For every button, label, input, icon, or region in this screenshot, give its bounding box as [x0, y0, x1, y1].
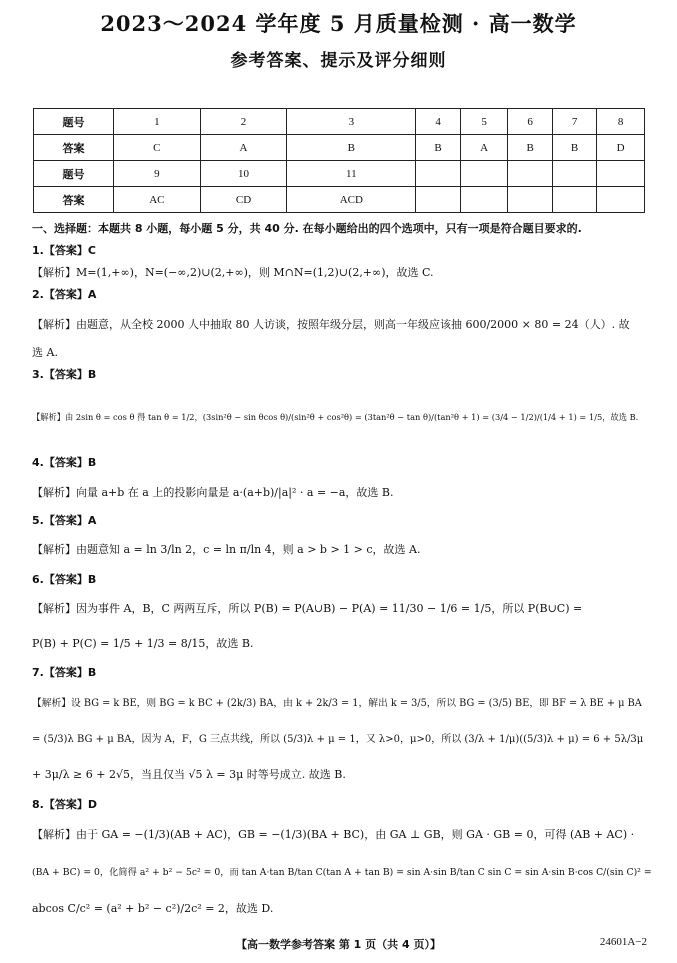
table-row — [34, 135, 645, 161]
table-cell — [597, 161, 645, 187]
table-cell: 8 — [597, 109, 645, 135]
solution-text: 【解析】向量 a+b 在 a 上的投影向量是 a·(a+b)/|a|² · a = −a，故选 B. — [32, 486, 394, 499]
answer-label: 7.【答案】B — [32, 666, 97, 679]
section-heading: 一、选择题：本题共 8 小题，每小题 5 分，共 40 分. 在每小题给出的四个选项中，只有一项是符合题目要求的. — [32, 222, 582, 235]
page-footer: 【高一数学参考答案 第 1 页（共 4 页）】 — [236, 938, 441, 951]
table-cell: 5 — [460, 109, 508, 135]
table-cell: 4 — [416, 109, 460, 135]
answer-label: 2.【答案】A — [32, 288, 97, 301]
table-cell: B — [416, 135, 460, 161]
row-header: 答案 — [34, 187, 114, 213]
table-cell: B — [287, 135, 416, 161]
table-cell: AC — [114, 187, 201, 213]
table-cell — [597, 187, 645, 213]
paper-code: 24601A−2 — [599, 936, 647, 948]
table-cell: A — [460, 135, 508, 161]
table-cell — [552, 161, 596, 187]
solution-text: + 3μ/λ ≥ 6 + 2√5，当且仅当 √5 λ = 3μ 时等号成立. 故选 B. — [32, 768, 346, 781]
row-header: 答案 — [34, 135, 114, 161]
table-cell — [552, 187, 596, 213]
solution-text: 【解析】由题意，从全校 2000 人中抽取 80 人访谈，按照年级分层，则高一年级应该抽 600/2000 × 80 = 24（人）. 故 — [32, 318, 630, 331]
solution-text: P(B) + P(C) = 1/5 + 1/3 = 8/15，故选 B. — [32, 637, 254, 650]
table-cell: 7 — [552, 109, 596, 135]
table-cell — [460, 187, 508, 213]
table-row — [34, 161, 645, 187]
page-title: 2023～2024 学年度 5 月质量检测 · 高一数学 — [100, 11, 577, 36]
answer-label: 8.【答案】D — [32, 798, 97, 811]
page-subtitle: 参考答案、提示及评分细则 — [230, 51, 447, 71]
answer-table — [33, 108, 645, 213]
answer-label: 6.【答案】B — [32, 573, 97, 586]
answer-label: 3.【答案】B — [32, 368, 97, 381]
answer-label: 4.【答案】B — [32, 456, 97, 469]
table-row — [34, 187, 645, 213]
solution-text: 选 A. — [32, 346, 58, 359]
table-cell: 6 — [508, 109, 552, 135]
solution-text: abcos C/c² = (a² + b² − c²)/2c² = 2，故选 D. — [32, 902, 274, 915]
table-cell — [508, 161, 552, 187]
table-cell: ACD — [287, 187, 416, 213]
table-cell: D — [597, 135, 645, 161]
solution-text: 【解析】设 BG = k BE，则 BG = k BC + (2k/3) BA，由 k + 2k/3 = 1，解出 k = 3/5，所以 BG = (3/5) BE，即 BF = λ BE + μ BA — [32, 698, 642, 709]
solution-text: 【解析】由题意知 a = ln 3/ln 2，c = ln π/ln 4，则 a > b > 1 > c，故选 A. — [32, 543, 421, 556]
solution-text: 【解析】由 2sin θ = cos θ 得 tan θ = 1/2，(3sin²θ − sin θcos θ)/(sin²θ + cos²θ) = (3tan²θ − tan θ)/(tan²θ + 1) = (3/4 − 1/2)/(1/4 + 1) = 1/5，故选 B. — [32, 412, 639, 422]
answer-label: 5.【答案】A — [32, 514, 97, 527]
table-cell: C — [114, 135, 201, 161]
table-cell: 10 — [200, 161, 287, 187]
table-cell: 2 — [200, 109, 287, 135]
table-cell: 1 — [114, 109, 201, 135]
solution-text: (BA + BC) = 0，化简得 a² + b² − 5c² = 0，而 tan A·tan B/tan C(tan A + tan B) = sin A·sin B/tan C sin C = sin A·sin B·cos C/(sin C)² = — [32, 867, 652, 878]
table-row — [34, 109, 645, 135]
table-cell: CD — [200, 187, 287, 213]
table-cell — [460, 161, 508, 187]
table-cell — [508, 187, 552, 213]
solution-text: = (5/3)λ BG + μ BA，因为 A，F，G 三点共线，所以 (5/3)λ + μ = 1，又 λ>0，μ>0，所以 (3/λ + 1/μ)((5/3)λ + μ) = 6 + 5λ/3μ — [32, 734, 644, 745]
solution-text: 【解析】由于 GA = −(1/3)(AB + AC)，GB = −(1/3)(BA + BC)，由 GA ⊥ GB，则 GA · GB = 0，可得 (AB + AC) · — [32, 828, 635, 841]
table-cell: 9 — [114, 161, 201, 187]
table-cell: 11 — [287, 161, 416, 187]
solution-text: 【解析】M=(1,+∞)，N=(−∞,2)∪(2,+∞)，则 M∩N=(1,2)∪(2,+∞)，故选 C. — [32, 266, 434, 279]
solution-text: 【解析】因为事件 A，B，C 两两互斥，所以 P(B) = P(A∪B) − P(A) = 11/30 − 1/6 = 1/5，所以 P(B∪C) = — [32, 602, 583, 615]
answer-label: 1.【答案】C — [32, 244, 96, 257]
table-cell: A — [200, 135, 287, 161]
table-cell — [416, 161, 460, 187]
table-cell: 3 — [287, 109, 416, 135]
table-cell: B — [508, 135, 552, 161]
table-cell: B — [552, 135, 596, 161]
row-header: 题号 — [34, 109, 114, 135]
table-cell — [416, 187, 460, 213]
row-header: 题号 — [34, 161, 114, 187]
